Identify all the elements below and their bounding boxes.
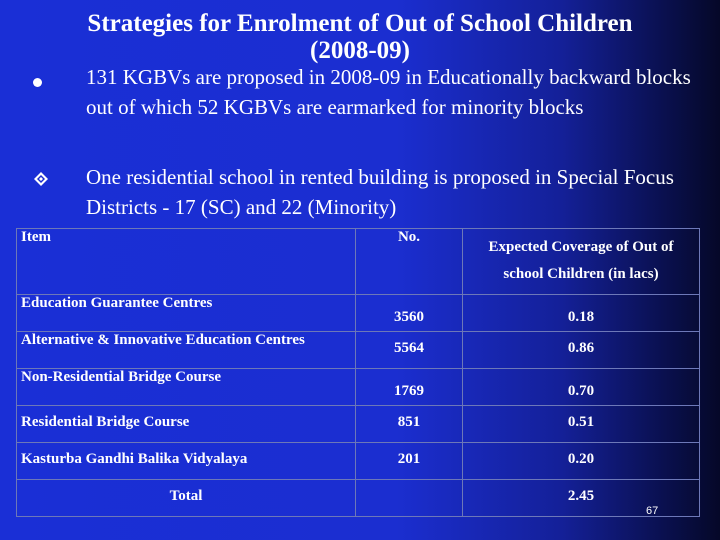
row-no: 3560 [356,295,463,332]
total-no [356,480,463,517]
slide-title [0,10,720,64]
title-line-2: (2008-09) [310,37,410,64]
table-row [17,369,700,406]
bullet-1-text: 131 KGBVs are proposed in 2008-09 in Educationally backward blocks out of which 52 KGBVs are earmarked for minority blocks [86,65,691,119]
header-coverage: Expected Coverage of Out of school Children (in lacs) [463,229,700,295]
row-no: 1769 [356,369,463,406]
row-item: Kasturba Gandhi Balika Vidyalaya [17,443,356,480]
row-item: Education Guarantee Centres [17,295,356,332]
title-line-1: Strategies for Enrolment of Out of School Children [87,10,633,37]
row-item: Non-Residential Bridge Course [17,369,356,406]
row-coverage: 0.18 [463,295,700,332]
row-no: 851 [356,406,463,443]
row-coverage: 0.86 [463,332,700,369]
row-coverage: 0.51 [463,406,700,443]
total-label: Total [17,480,356,517]
row-item: Alternative & Innovative Education Centres [17,332,356,369]
bullet-2-text: One residential school in rented building is proposed in Special Focus Districts - 17 (SC) and 22 (Minority) [86,165,674,219]
row-item: Residential Bridge Course [17,406,356,443]
enrolment-table [16,228,700,517]
row-no: 5564 [356,332,463,369]
row-coverage: 0.70 [463,369,700,406]
page-number: 67 [646,505,659,517]
bullet-diamond-icon [33,166,49,196]
table-row [17,443,700,480]
bullet-dot-icon [33,66,42,96]
header-item: Item [17,229,356,295]
row-no: 201 [356,443,463,480]
table-row [17,295,700,332]
table-header-row [17,229,700,295]
header-no: No. [356,229,463,295]
table-total-row [17,480,700,517]
table-row [17,332,700,369]
table-row [17,406,700,443]
total-coverage: 2.45 [463,480,700,517]
row-coverage: 0.20 [463,443,700,480]
